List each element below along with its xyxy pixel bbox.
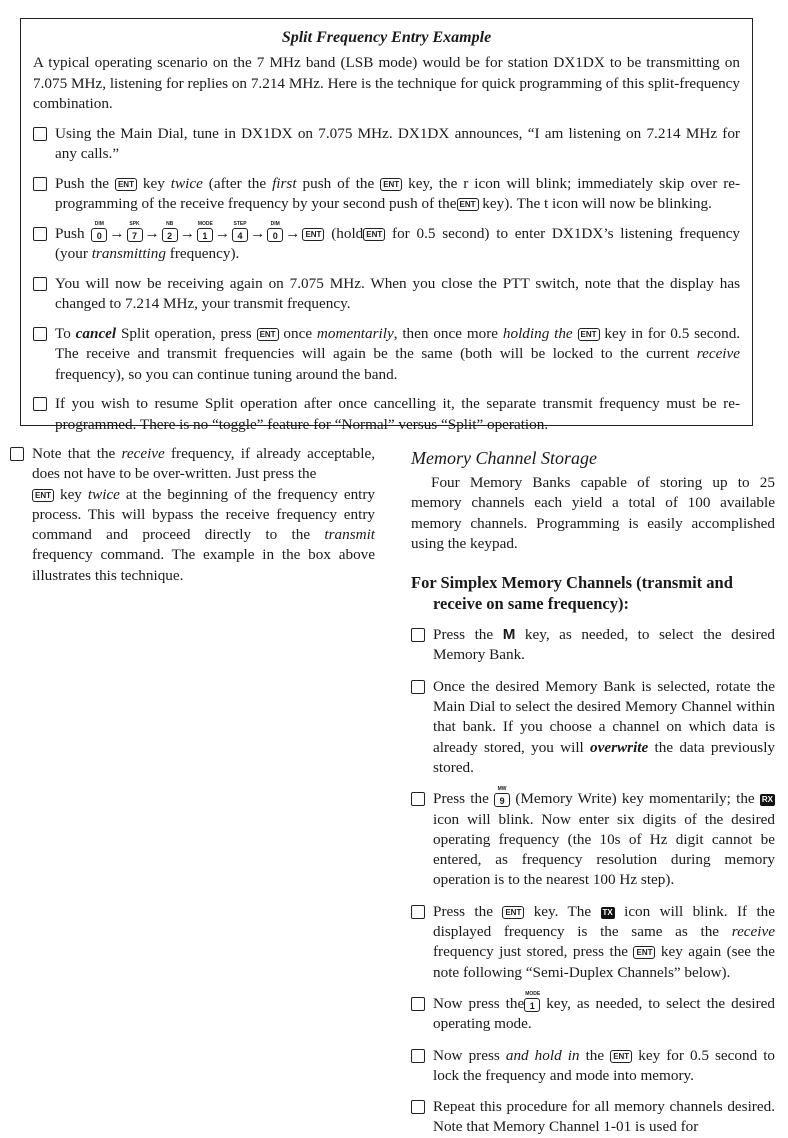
ent-key-icon: ENT bbox=[457, 198, 479, 211]
step-text: Repeat this procedure for all memory channels desired. Note that Memory Channel 1-01 is used for bbox=[433, 1098, 775, 1136]
step-text: If you wish to resume Split operation after once cancelling it, the separate transmit frequency must be re-programmed. There is no “toggle” feature for “Normal” versus “Split” operation. bbox=[55, 395, 740, 433]
step-text: Push the ENT key twice (after the first push of the ENT key, the r icon will blink; immediately skip over re-programming of the receive frequency by your second push of the ENT key). The t icon will now be blinking. bbox=[55, 174, 741, 212]
step-text: Push DIM 0 → SPK 7 → NB 2 → MODE 1 → STEP 4 → DIM 0 → ENT (hold ENT for 0.5 second) to enter DX1DX’s listening frequency (your transmitting frequency). bbox=[55, 220, 741, 262]
ent-key-icon: ENT bbox=[578, 328, 600, 341]
box-step-5 bbox=[33, 324, 740, 386]
ent-key-icon: ENT bbox=[502, 906, 524, 919]
checkbox-icon bbox=[411, 1049, 425, 1063]
sub-heading: For Simplex Memory Channels (transmit and receive on same frequency): bbox=[411, 573, 733, 614]
key-1-icon: MODE 1 bbox=[197, 220, 213, 241]
step-text: Press the ENT key. The TX icon will blink. If the displayed frequency is the same as the receive frequency just stored, press the ENT key again (see the note following “Semi-Duplex Channels” below). bbox=[433, 902, 776, 981]
checkbox-icon bbox=[10, 447, 24, 461]
memory-step-6 bbox=[411, 1046, 775, 1087]
memory-intro: Four Memory Banks capable of storing up to 25 memory channels each yield a total of 100 available memory channels. Programming is easily accomplished using the keypad. bbox=[411, 474, 775, 552]
section-title: Memory Channel Storage bbox=[411, 448, 597, 468]
checkbox-icon bbox=[411, 792, 425, 806]
ent-key-icon: ENT bbox=[610, 1050, 632, 1063]
rx-icon: RX bbox=[761, 795, 774, 805]
box-intro: A typical operating scenario on the 7 MHz band (LSB mode) would be for station DX1DX to be transmitting on 7.075 MHz, listening for replies on 7.214 MHz. Here is the technique for quick programming of this split-frequency combination. bbox=[33, 54, 740, 112]
memory-step-5 bbox=[411, 990, 775, 1035]
box-step-1 bbox=[33, 124, 740, 165]
ent-key-icon: ENT bbox=[32, 489, 54, 502]
memory-step-7 bbox=[411, 1097, 775, 1138]
ent-key-icon: ENT bbox=[115, 178, 137, 191]
checkbox-icon bbox=[33, 327, 47, 341]
box-step-6 bbox=[33, 394, 740, 435]
key-0-icon: DIM 0 bbox=[267, 228, 283, 242]
checkbox-icon bbox=[33, 227, 47, 241]
step-text: To cancel Split operation, press ENT once momentarily, then once more holding the ENT key in for 0.5 second. The receive and transmit frequencies will again be the same (both will be locked to the current receive frequency), so you can continue tuning around the band. bbox=[55, 324, 741, 383]
memory-step-1 bbox=[411, 625, 775, 666]
step-text: Press the M key, as needed, to select the desired Memory Bank. bbox=[433, 626, 776, 664]
checkbox-icon bbox=[33, 177, 47, 191]
checkbox-icon bbox=[33, 277, 47, 291]
receive-note bbox=[10, 444, 375, 586]
checkbox-icon bbox=[33, 397, 47, 411]
key-9-icon: MW 9 bbox=[494, 793, 510, 807]
step-text: You will now be receiving again on 7.075 MHz. When you close the PTT switch, note that the display has changed to 7.214 MHz, your transmit frequency. bbox=[55, 274, 740, 312]
m-key-icon: M bbox=[502, 626, 516, 644]
split-frequency-example-box bbox=[20, 18, 753, 433]
box-step-4 bbox=[33, 274, 740, 315]
tx-icon: TX bbox=[602, 907, 613, 917]
key-0-icon: DIM 0 bbox=[91, 228, 107, 242]
key-2-icon: NB 2 bbox=[162, 228, 178, 242]
ent-key-icon: ENT bbox=[257, 328, 279, 341]
ent-key-icon: ENT bbox=[302, 228, 324, 241]
checkbox-icon bbox=[411, 1100, 425, 1114]
note-text: Note that the receive frequency, if already acceptable, does not have to be over-written. Just press the ENT key twice at the beginning of the frequency entry process. This will bypass the receive frequency entry command and proceed directly to the transmit frequency command. The example in the box above illustrates this technique. bbox=[32, 445, 376, 584]
left-column bbox=[10, 444, 375, 586]
memory-step-2 bbox=[411, 677, 775, 778]
checkbox-icon bbox=[411, 997, 425, 1011]
step-text: Now press and hold in the ENT key for 0.5 second to lock the frequency and mode into memory. bbox=[433, 1046, 776, 1084]
step-text: Once the desired Memory Bank is selected, rotate the Main Dial to select the desired Memory Channel within that bank. If you choose a channel on which data is already stored, you will overwrite the data previously stored. bbox=[433, 677, 776, 776]
memory-step-3 bbox=[411, 786, 775, 890]
ent-key-icon: ENT bbox=[633, 946, 655, 959]
checkbox-icon bbox=[411, 680, 425, 694]
checkbox-icon bbox=[33, 127, 47, 141]
box-step-3 bbox=[33, 220, 741, 265]
step-text: Using the Main Dial, tune in DX1DX on 7.075 MHz. DX1DX announces, “I am listening on 7.214 MHz for any calls.” bbox=[55, 124, 740, 162]
box-title: Split Frequency Entry Example bbox=[281, 29, 492, 46]
step-text: Press the MW 9 (Memory Write) key momentarily; the RX icon will blink. Now enter six digits of the desired operating frequency (the 10s of Hz digit cannot be entered, as frequency resolution during memory operation is to the nearest 100 Hz step). bbox=[433, 786, 775, 889]
key-4-icon: STEP 4 bbox=[233, 220, 247, 241]
box-step-2 bbox=[33, 174, 740, 215]
key-1-icon: MODE 1 bbox=[525, 990, 541, 1011]
checkbox-icon bbox=[411, 905, 425, 919]
checkbox-icon bbox=[411, 628, 425, 642]
ent-key-icon: ENT bbox=[380, 178, 402, 191]
key-7-icon: SPK 7 bbox=[127, 228, 143, 242]
right-column bbox=[411, 444, 775, 1138]
step-text: Now press the MODE 1 key, as needed, to select the desired operating mode. bbox=[433, 990, 775, 1033]
ent-key-icon: ENT bbox=[363, 228, 385, 241]
memory-step-4 bbox=[411, 902, 775, 983]
